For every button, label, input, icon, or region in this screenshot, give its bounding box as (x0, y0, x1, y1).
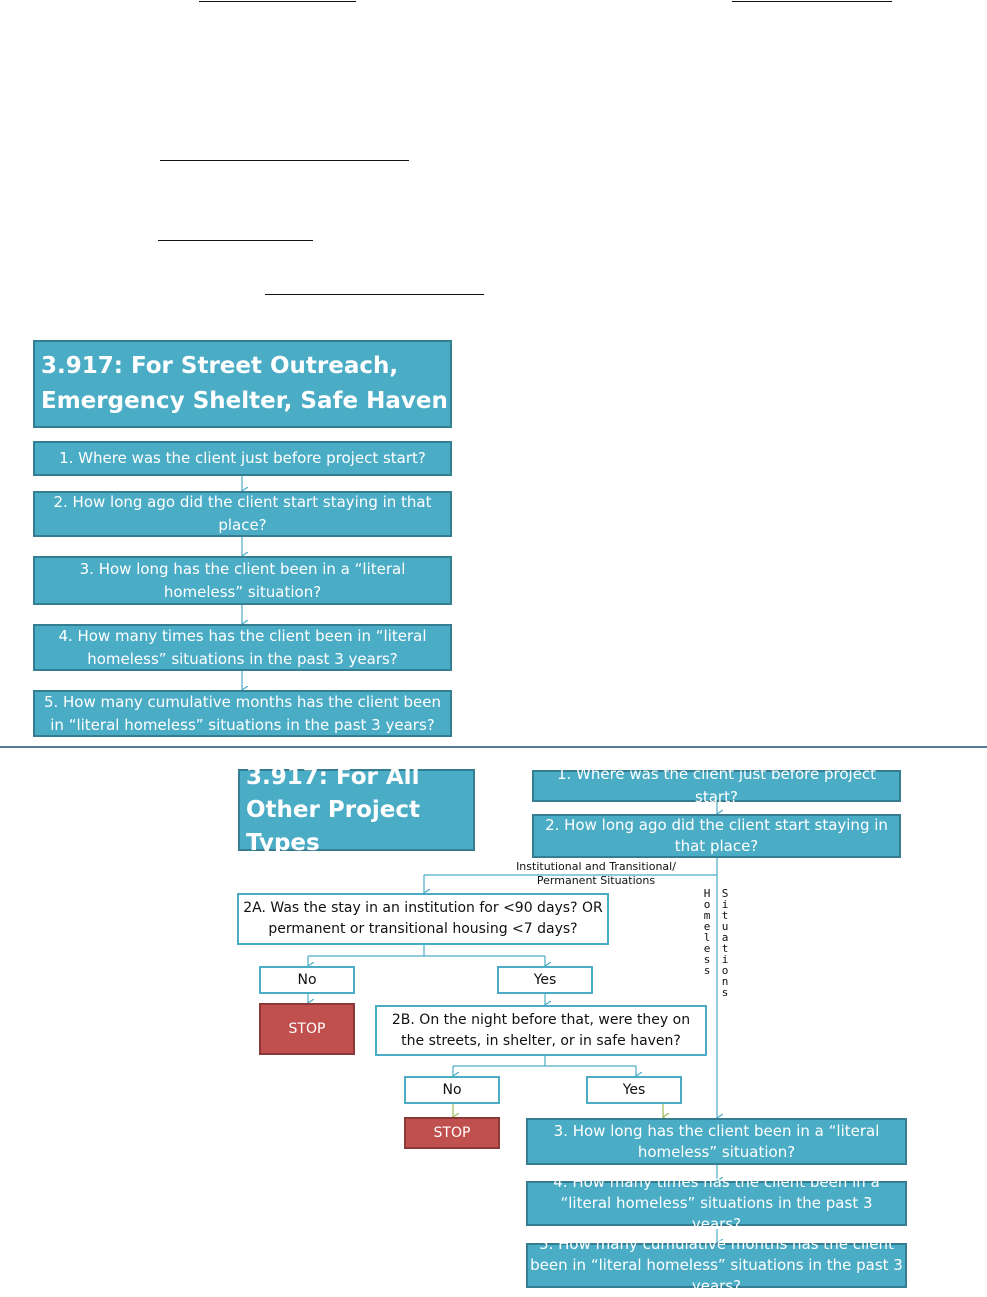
q2b-yes: Yes (586, 1076, 682, 1104)
stop-1: STOP (259, 1003, 355, 1055)
branch-label-situations: S i t u a t i o n s (721, 887, 729, 999)
q2a-no: No (259, 966, 355, 994)
top-step-2: 2. How long ago did the client start staying in that place? (33, 491, 452, 537)
branch-label-homeless: H o m e l e s s (703, 887, 711, 977)
stop-2: STOP (404, 1117, 500, 1149)
top-step-4: 4. How many times has the client been in “literal homeless” situations in the past 3 years? (33, 624, 452, 671)
bottom-q3: 3. How long has the client been in a “literal homeless” situation? (526, 1118, 907, 1165)
bottom-flow-title: 3.917: For All Other Project Types (238, 769, 475, 851)
top-step-1: 1. Where was the client just before project start? (33, 441, 452, 476)
branch-label-institutional: Institutional and Transitional/ Permanent Situations (516, 860, 676, 887)
bottom-q2b: 2B. On the night before that, were they on the streets, in shelter, or in safe haven? (375, 1005, 707, 1056)
top-flow-title: 3.917: For Street Outreach, Emergency Shelter, Safe Haven (33, 340, 452, 428)
bottom-q2: 2. How long ago did the client start staying in that place? (532, 814, 901, 858)
bottom-q5: 5. How many cumulative months has the client been in “literal homeless” situations in the past 3 years? (526, 1243, 907, 1288)
top-step-5: 5. How many cumulative months has the client been in “literal homeless” situations in the past 3 years? (33, 690, 452, 737)
bottom-q4: 4. How many times has the client been in a “literal homeless” situations in the past 3 years? (526, 1181, 907, 1226)
q2b-no: No (404, 1076, 500, 1104)
top-step-3: 3. How long has the client been in a “literal homeless” situation? (33, 556, 452, 605)
bottom-q2a: 2A. Was the stay in an institution for <90 days? OR permanent or transitional housing <7 days? (237, 893, 609, 945)
bottom-q1: 1. Where was the client just before project start? (532, 770, 901, 802)
q2a-yes: Yes (497, 966, 593, 994)
